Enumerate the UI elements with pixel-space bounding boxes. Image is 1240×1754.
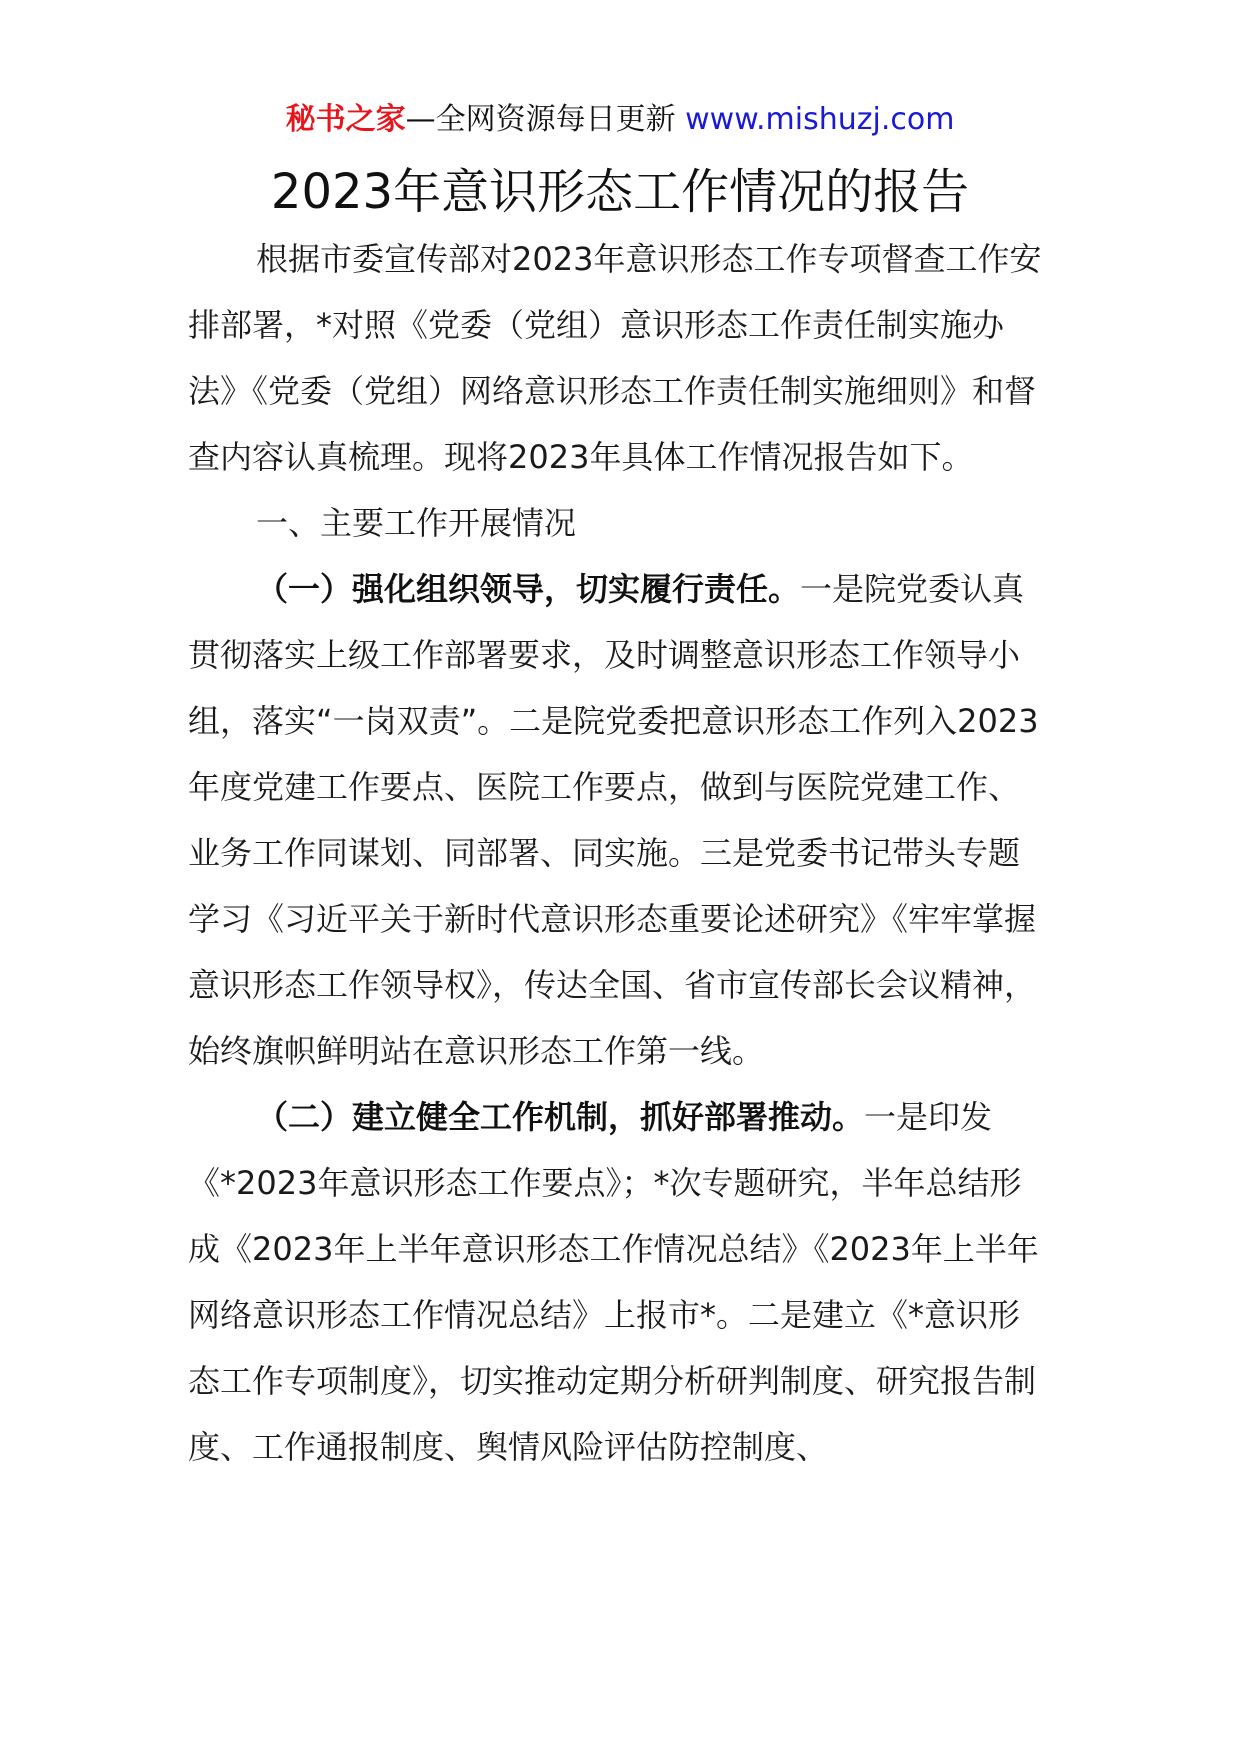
paragraph-lead: （一）强化组织领导，切实履行责任。 xyxy=(256,570,801,608)
paragraph-item-1 xyxy=(188,556,1044,1084)
paragraph-text: 一是印发《*2023年意识形态工作要点》；*次专题研究，半年总结形成《2023年上半年意识形态工作情况总结》《2023年上半年网络意识形态工作情况总结》上报市*。二是建立《*意识形态工作专项制度》，切实推动定期分析研判制度、研究报告制度、工作通报制度、舆情风险评估防控制度、 xyxy=(188,1098,1039,1466)
site-banner xyxy=(0,98,1240,142)
banner-brand: 秘书之家 xyxy=(285,102,406,137)
paragraph-intro xyxy=(188,226,1044,490)
banner-url: www.mishuzj.com xyxy=(685,102,955,137)
document-title: 2023年意识形态工作情况的报告 xyxy=(270,164,970,220)
banner-slogan: —全网资源每日更新 xyxy=(405,102,676,137)
paragraph-text: 一是院党委认真贯彻落实上级工作部署要求，及时调整意识形态工作领导小组，落实“一岗双责”。二是院党委把意识形态工作列入2023年度党建工作要点、医院工作要点，做到与医院党建工作、业务工作同谋划、同部署、同实施。三是党委书记带头专题学习《习近平关于新时代意识形态重要论述研究》《牢牢掌握意识形态工作领导权》，传达全国、省市宣传部长会议精神，始终旗帜鲜明站在意识形态工作第一线。 xyxy=(188,570,1039,1070)
paragraph-item-2 xyxy=(188,1084,1044,1480)
document-body xyxy=(188,226,1044,1480)
paragraph-text: 一、主要工作开展情况 xyxy=(256,504,577,542)
paragraph-lead: （二）建立健全工作机制，抓好部署推动。 xyxy=(256,1098,865,1136)
paragraph-text: 根据市委宣传部对2023年意识形态工作专项督查工作安排部署，*对照《党委（党组）意识形态工作责任制实施办法》《党委（党组）网络意识形态工作责任制实施细则》和督查内容认真梳理。现将2023年具体工作情况报告如下。 xyxy=(188,240,1042,476)
section-heading xyxy=(188,490,1044,556)
